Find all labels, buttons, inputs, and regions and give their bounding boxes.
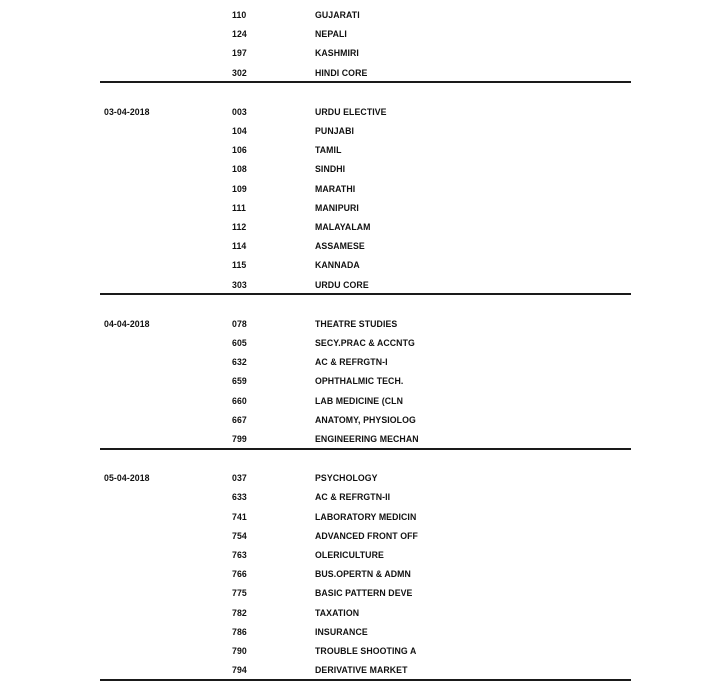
table-row bbox=[0, 218, 715, 237]
subject-code: 754 bbox=[232, 530, 247, 542]
table-row bbox=[0, 141, 715, 160]
group-divider bbox=[100, 448, 631, 450]
subject-name: LABORATORY MEDICIN bbox=[315, 511, 417, 523]
subject-code: 003 bbox=[232, 106, 247, 118]
subject-name: DERIVATIVE MARKET bbox=[315, 665, 408, 677]
table-row bbox=[0, 44, 715, 63]
subject-name: OPHTHALMIC TECH. bbox=[315, 376, 404, 388]
subject-code: 667 bbox=[232, 414, 247, 426]
subject-name: MARATHI bbox=[315, 183, 356, 195]
subject-code: 115 bbox=[232, 260, 247, 272]
table-row bbox=[0, 372, 715, 391]
exam-date: 04-04-2018 bbox=[104, 318, 150, 330]
subject-code: 659 bbox=[232, 376, 247, 388]
subject-code: 660 bbox=[232, 395, 247, 407]
table-row bbox=[0, 661, 715, 680]
table-row bbox=[0, 411, 715, 430]
table-row bbox=[0, 334, 715, 353]
subject-code: 794 bbox=[232, 665, 247, 677]
subject-code: 741 bbox=[232, 511, 247, 523]
subject-name: KANNADA bbox=[315, 260, 360, 272]
table-row bbox=[0, 392, 715, 411]
subject-name: BASIC PATTERN DEVE bbox=[315, 588, 413, 600]
subject-name: MANIPURI bbox=[315, 202, 359, 214]
table-row bbox=[0, 160, 715, 179]
subject-code: 110 bbox=[232, 10, 247, 21]
subject-code: 763 bbox=[232, 550, 247, 561]
subject-name: AC & REFRGTN-II bbox=[315, 492, 391, 504]
subject-name: TAXATION bbox=[315, 607, 360, 619]
subject-name: SINDHI bbox=[315, 164, 346, 176]
subject-code: 799 bbox=[232, 434, 247, 445]
subject-code: 106 bbox=[232, 145, 247, 157]
table-row bbox=[0, 25, 715, 44]
subject-code: 114 bbox=[232, 241, 247, 253]
table-row bbox=[0, 584, 715, 603]
table-row bbox=[0, 199, 715, 218]
subject-name: TAMIL bbox=[315, 145, 342, 157]
table-row bbox=[0, 469, 715, 488]
table-row bbox=[0, 122, 715, 141]
subject-code: 775 bbox=[232, 588, 247, 600]
table-row bbox=[0, 430, 715, 449]
table-row bbox=[0, 237, 715, 256]
subject-name: OLERICULTURE bbox=[315, 550, 384, 561]
subject-code: 632 bbox=[232, 357, 247, 369]
subject-code: 111 bbox=[232, 202, 246, 214]
table-row bbox=[0, 604, 715, 623]
table-row bbox=[0, 642, 715, 661]
table-row bbox=[0, 527, 715, 546]
subject-name: TROUBLE SHOOTING A bbox=[315, 646, 417, 657]
subject-name: PSYCHOLOGY bbox=[315, 473, 378, 485]
subject-name: BUS.OPERTN & ADMN bbox=[315, 569, 411, 581]
exam-date: 05-04-2018 bbox=[104, 473, 150, 485]
table-row bbox=[0, 546, 715, 565]
subject-name: ANATOMY, PHYSIOLOG bbox=[315, 414, 416, 426]
subject-name: URDU ELECTIVE bbox=[315, 106, 387, 118]
subject-name: GUJARATI bbox=[315, 10, 360, 21]
subject-code: 633 bbox=[232, 492, 247, 504]
group-divider bbox=[100, 293, 631, 295]
subject-code: 782 bbox=[232, 607, 247, 619]
exam-date: 03-04-2018 bbox=[104, 106, 150, 118]
table-row bbox=[0, 508, 715, 527]
subject-name: AC & REFRGTN-I bbox=[315, 357, 388, 369]
subject-code: 766 bbox=[232, 569, 247, 581]
subject-name: THEATRE STUDIES bbox=[315, 318, 398, 330]
subject-code: 104 bbox=[232, 126, 247, 137]
table-row bbox=[0, 623, 715, 642]
group-divider bbox=[100, 679, 631, 681]
subject-code: 197 bbox=[232, 48, 247, 60]
subject-name: KASHMIRI bbox=[315, 48, 359, 60]
subject-code: 109 bbox=[232, 183, 247, 195]
subject-code: 112 bbox=[232, 222, 247, 233]
subject-code: 302 bbox=[232, 67, 247, 79]
table-row bbox=[0, 353, 715, 372]
table-row bbox=[0, 103, 715, 122]
subject-name: ENGINEERING MECHAN bbox=[315, 434, 419, 445]
table-row bbox=[0, 256, 715, 275]
subject-name: ADVANCED FRONT OFF bbox=[315, 530, 418, 542]
subject-code: 786 bbox=[232, 626, 247, 638]
table-row bbox=[0, 565, 715, 584]
subject-name: INSURANCE bbox=[315, 626, 368, 638]
table-row bbox=[0, 64, 715, 83]
table-row bbox=[0, 315, 715, 334]
table-row bbox=[0, 180, 715, 199]
subject-code: 078 bbox=[232, 318, 247, 330]
subject-name: HINDI CORE bbox=[315, 67, 368, 79]
table-row bbox=[0, 488, 715, 507]
subject-name: NEPALI bbox=[315, 29, 347, 41]
subject-code: 124 bbox=[232, 29, 247, 41]
subject-code: 108 bbox=[232, 164, 247, 176]
subject-code: 037 bbox=[232, 473, 247, 485]
subject-name: LAB MEDICINE (CLN bbox=[315, 395, 403, 407]
subject-name: URDU CORE bbox=[315, 279, 369, 291]
subject-name: PUNJABI bbox=[315, 126, 355, 137]
subject-name: MALAYALAM bbox=[315, 222, 371, 233]
table-row bbox=[0, 6, 715, 25]
subject-name: ASSAMESE bbox=[315, 241, 365, 253]
subject-code: 605 bbox=[232, 338, 247, 349]
table-row bbox=[0, 276, 715, 295]
subject-code: 790 bbox=[232, 646, 247, 657]
group-divider bbox=[100, 81, 631, 83]
subject-code: 303 bbox=[232, 279, 247, 291]
subject-name: SECY.PRAC & ACCNTG bbox=[315, 338, 415, 349]
